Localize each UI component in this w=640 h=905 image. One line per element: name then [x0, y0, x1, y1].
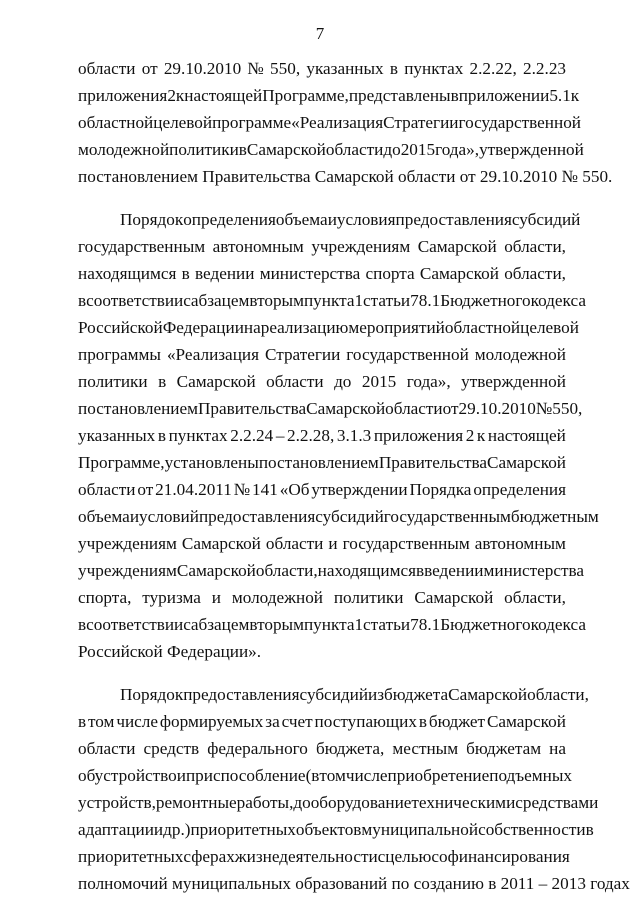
text-line: постановлением Правительства Самарской области от 29.10.2010 № 550,: [78, 399, 583, 418]
text-line: молодежной политики в Самарской области до 2015 года», утвержденной: [78, 140, 584, 159]
text-line: в том числе формируемых за счет поступающих в бюджет Самарской: [78, 712, 566, 731]
page-number: 7: [315, 24, 325, 43]
text-line: в соответствии с абзацем вторым пункта 1 статьи 78.1 Бюджетного кодекса: [78, 291, 586, 310]
text-line: программы «Реализация Стратегии государственной молодежной: [78, 345, 566, 364]
text-line: устройств, ремонтные работы, дооборудование техническими средствами: [78, 793, 599, 812]
text-line: учреждениям Самарской области, находящимся в ведении министерства: [78, 561, 585, 580]
text-line: адаптации и др.) приоритетных объектов муниципальной собственности в: [78, 820, 594, 839]
paragraph-gap: [78, 665, 566, 681]
text-line: приоритетных сферах жизнедеятельности с целью софинансирования: [78, 847, 570, 866]
text-line: обустройство и приспособление (в том числе приобретение подъемных: [78, 766, 573, 785]
paragraph: [78, 681, 630, 897]
text-line: постановлением Правительства Самарской области от 29.10.2010 № 550.: [78, 167, 613, 186]
text-line: Российской Федерации».: [78, 642, 262, 661]
text-line: области от 29.10.2010 № 550, указанных в пунктах 2.2.22, 2.2.23: [78, 59, 566, 78]
text-line: спорта, туризма и молодежной политики Самарской области,: [78, 588, 566, 607]
text-line: областной целевой программе «Реализация Стратегии государственной: [78, 113, 581, 132]
text-line: полномочий муниципальных образований по созданию в 2011 – 2013 годах: [78, 874, 630, 893]
text-line: находящимся в ведении министерства спорта Самарской области,: [78, 264, 566, 283]
document-body: [78, 55, 630, 897]
paragraph: [78, 55, 613, 190]
text-line: указанных в пунктах 2.2.24 – 2.2.28, 3.1.3 приложения 2 к настоящей: [78, 426, 566, 445]
text-line: объема и условий предоставления субсидий государственным бюджетным: [78, 507, 599, 526]
paragraph: [78, 206, 599, 665]
text-line: учреждениям Самарской области и государственным автономным: [78, 534, 566, 553]
text-line: области средств федерального бюджета, местным бюджетам на: [78, 739, 566, 758]
text-line: приложения 2 к настоящей Программе, представлены в приложении 5.1 к: [78, 86, 580, 105]
text-line: политики в Самарской области до 2015 года», утвержденной: [78, 372, 566, 391]
text-line: Порядок предоставления субсидий из бюджета Самарской области,: [120, 685, 589, 704]
paragraph-gap: [78, 190, 566, 206]
text-line: в соответствии с абзацем вторым пункта 1 статьи 78.1 Бюджетного кодекса: [78, 615, 586, 634]
text-line: Российской Федерации на реализацию мероприятий областной целевой: [78, 318, 579, 337]
text-line: области от 21.04.2011 № 141 «Об утверждении Порядка определения: [78, 480, 566, 499]
text-line: государственным автономным учреждениям Самарской области,: [78, 237, 566, 256]
text-line: Программе, установлены постановлением Правительства Самарской: [78, 453, 566, 472]
text-line: Порядок определения объема и условия предоставления субсидий: [120, 210, 581, 229]
